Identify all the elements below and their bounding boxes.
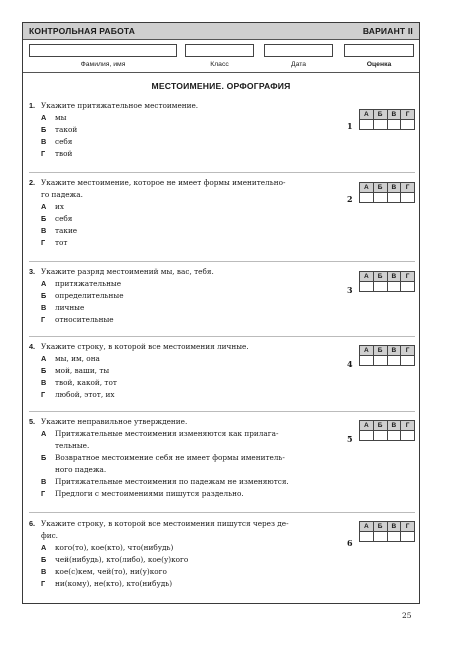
answer-cell[interactable] <box>360 356 374 366</box>
answer-cell[interactable] <box>360 193 374 203</box>
question-6-text <box>29 518 347 542</box>
option-letter: Г <box>41 579 46 588</box>
question-line: Укажите строку, в которой все местоимения личные. <box>41 342 249 351</box>
section-title: МЕСТОИМЕНИЕ. ОРФОГРАФИЯ <box>151 81 291 91</box>
option-letter: В <box>41 137 47 146</box>
answer-cell[interactable] <box>373 356 387 366</box>
question-divider <box>29 336 415 337</box>
answer-cell[interactable] <box>387 120 401 130</box>
answer-grid-3 <box>359 271 415 292</box>
answer-cell[interactable] <box>373 120 387 130</box>
answer-cell[interactable] <box>387 193 401 203</box>
question-line: фис. <box>41 531 58 540</box>
option-letter: Б <box>41 366 47 375</box>
option-letter: Б <box>41 125 47 134</box>
option-letter: А <box>41 543 47 552</box>
option-text: определительные <box>55 291 124 300</box>
answer-cell[interactable] <box>401 431 415 441</box>
header-bar <box>23 23 419 40</box>
option-letter: Г <box>41 489 46 498</box>
grid-header-b: Б <box>373 110 387 120</box>
question-2-text <box>29 177 347 201</box>
grid-header-v: В <box>387 346 401 356</box>
option-g <box>29 237 347 249</box>
question-4 <box>29 341 347 401</box>
option-text: личные <box>55 303 85 312</box>
question-divider <box>29 261 415 262</box>
answer-cell[interactable] <box>360 120 374 130</box>
question-number: 2. <box>29 178 36 187</box>
option-text: такой <box>55 125 78 134</box>
answer-cell[interactable] <box>387 431 401 441</box>
answer-cell[interactable] <box>373 282 387 292</box>
grid-header-g: Г <box>401 522 415 532</box>
page-number: 25 <box>402 611 412 620</box>
answer-cell[interactable] <box>360 282 374 292</box>
option-letter: Б <box>41 555 47 564</box>
grid-header-a: А <box>360 346 374 356</box>
name-field-label: Фамилия, имя <box>80 61 126 68</box>
option-text: Притяжательные местоимения по падежам не изменяются. <box>55 477 289 486</box>
option-v <box>29 377 347 389</box>
option-letter: В <box>41 378 47 387</box>
answer-cell[interactable] <box>373 193 387 203</box>
option-text: Возвратное местоимение себя не имеет формы именитель- <box>55 453 285 462</box>
grid-header-v: В <box>387 421 401 431</box>
question-line: го падежа. <box>41 190 83 199</box>
option-b <box>29 452 347 476</box>
grid-header-g: Г <box>401 421 415 431</box>
answer-cell[interactable] <box>387 282 401 292</box>
option-text: кое(с)кем, чей(то), ни(у)кого <box>55 567 167 576</box>
option-text: себя <box>55 137 73 146</box>
grid-header-a: А <box>360 183 374 193</box>
question-line: Укажите местоимение, которое не имеет формы именительно- <box>41 178 286 187</box>
variant-label: ВАРИАНТ II <box>362 26 413 36</box>
question-divider <box>29 512 415 513</box>
option-a <box>29 353 347 365</box>
answer-cell[interactable] <box>401 282 415 292</box>
answer-cell[interactable] <box>401 356 415 366</box>
option-text-continued: ного падежа. <box>55 465 107 474</box>
grid-header-g: Г <box>401 346 415 356</box>
answer-number-3: 3 <box>347 285 353 295</box>
question-5 <box>29 416 347 500</box>
question-5-text <box>29 416 347 428</box>
option-b <box>29 365 347 377</box>
grid-header-v: В <box>387 522 401 532</box>
grid-header-b: Б <box>373 522 387 532</box>
grid-header-g: Г <box>401 272 415 282</box>
option-text: такие <box>55 226 78 235</box>
grid-header-a: А <box>360 421 374 431</box>
question-line: Укажите притяжательное местоимение. <box>41 101 199 110</box>
test-sheet <box>22 22 420 604</box>
option-letter: Б <box>41 214 47 223</box>
option-text: себя <box>55 214 73 223</box>
answer-cell[interactable] <box>373 431 387 441</box>
option-letter: А <box>41 279 47 288</box>
option-text: чей(нибудь), кто(либо), кое(у)кого <box>55 555 189 564</box>
grid-header-g: Г <box>401 183 415 193</box>
class-field[interactable] <box>185 44 254 57</box>
option-v <box>29 476 347 488</box>
option-b <box>29 124 347 136</box>
option-a <box>29 278 347 290</box>
option-text: кого(то), кое(кто), что(нибудь) <box>55 543 174 552</box>
answer-number-6: 6 <box>347 538 353 548</box>
grid-header-b: Б <box>373 421 387 431</box>
option-v <box>29 225 347 237</box>
question-number: 6. <box>29 519 36 528</box>
answer-grid-6 <box>359 521 415 542</box>
option-text: тот <box>55 238 68 247</box>
option-letter: А <box>41 429 47 438</box>
grid-header-a: А <box>360 272 374 282</box>
option-v <box>29 302 347 314</box>
option-b <box>29 290 347 302</box>
question-number: 4. <box>29 342 36 351</box>
grid-header-b: Б <box>373 346 387 356</box>
answer-number-1: 1 <box>347 121 353 131</box>
grid-header-a: А <box>360 110 374 120</box>
option-a <box>29 201 347 213</box>
date-field[interactable] <box>264 44 333 57</box>
question-number: 5. <box>29 417 36 426</box>
question-divider <box>29 411 415 412</box>
grade-field-label: Оценка <box>366 61 392 68</box>
option-text-continued: тельные. <box>55 441 90 450</box>
option-g <box>29 148 347 160</box>
grade-field[interactable] <box>344 44 414 57</box>
answer-number-2: 2 <box>347 194 353 204</box>
answer-cell[interactable] <box>360 431 374 441</box>
grid-header-g: Г <box>401 110 415 120</box>
option-text: Предлоги с местоимениями пишутся раздельно. <box>55 489 244 498</box>
answer-number-5: 5 <box>347 434 353 444</box>
question-1 <box>29 100 347 160</box>
option-letter: Г <box>41 149 46 158</box>
option-b <box>29 554 347 566</box>
question-line: Укажите неправильное утверждение. <box>41 417 188 426</box>
answer-cell[interactable] <box>401 532 415 542</box>
option-letter: А <box>41 113 47 122</box>
option-text: относительные <box>55 315 114 324</box>
header-rule <box>23 72 419 73</box>
option-letter: В <box>41 226 47 235</box>
answer-cell[interactable] <box>387 532 401 542</box>
answer-cell[interactable] <box>387 356 401 366</box>
name-field[interactable] <box>29 44 177 57</box>
option-text: твой, какой, тот <box>55 378 117 387</box>
option-v <box>29 136 347 148</box>
question-3 <box>29 266 347 326</box>
work-title: КОНТРОЛЬНАЯ РАБОТА <box>29 26 136 36</box>
date-field-label: Дата <box>290 61 307 68</box>
answer-grid-1 <box>359 109 415 130</box>
option-letter: В <box>41 477 47 486</box>
option-a <box>29 542 347 554</box>
option-text: мой, ваши, ты <box>55 366 110 375</box>
option-letter: В <box>41 303 47 312</box>
option-g <box>29 389 347 401</box>
option-a <box>29 428 347 452</box>
grid-header-b: Б <box>373 183 387 193</box>
option-g <box>29 488 347 500</box>
grid-header-v: В <box>387 272 401 282</box>
question-4-text <box>29 341 347 353</box>
option-letter: В <box>41 567 47 576</box>
option-letter: Г <box>41 315 46 324</box>
question-number: 1. <box>29 101 36 110</box>
option-g <box>29 314 347 326</box>
answer-grid-2 <box>359 182 415 203</box>
option-letter: Б <box>41 453 47 462</box>
grid-header-v: В <box>387 110 401 120</box>
option-text: мы, им, она <box>55 354 100 363</box>
question-line: Укажите строку, в которой все местоимения пишутся через де- <box>41 519 289 528</box>
option-text: притяжательные <box>55 279 122 288</box>
option-letter: А <box>41 202 47 211</box>
answer-cell[interactable] <box>401 120 415 130</box>
question-3-text <box>29 266 347 278</box>
grid-header-b: Б <box>373 272 387 282</box>
option-letter: А <box>41 354 47 363</box>
option-text: их <box>55 202 64 211</box>
answer-number-4: 4 <box>347 359 353 369</box>
option-v <box>29 566 347 578</box>
class-field-label: Класс <box>210 61 229 68</box>
option-text: ни(кому), не(кто), кто(нибудь) <box>55 579 173 588</box>
question-divider <box>29 172 415 173</box>
option-g <box>29 578 347 590</box>
question-1-text <box>29 100 347 112</box>
grid-header-a: А <box>360 522 374 532</box>
option-letter: Г <box>41 390 46 399</box>
grid-header-v: В <box>387 183 401 193</box>
option-a <box>29 112 347 124</box>
question-2 <box>29 177 347 249</box>
answer-cell[interactable] <box>373 532 387 542</box>
answer-grid-5 <box>359 420 415 441</box>
option-letter: Г <box>41 238 46 247</box>
answer-cell[interactable] <box>401 193 415 203</box>
question-line: Укажите разряд местоимений мы, вас, тебя. <box>41 267 214 276</box>
option-text: любой, этот, их <box>55 390 115 399</box>
option-text: твой <box>55 149 73 158</box>
answer-cell[interactable] <box>360 532 374 542</box>
option-text: Притяжательные местоимения изменяются как прилага- <box>55 429 279 438</box>
answer-grid-4 <box>359 345 415 366</box>
option-letter: Б <box>41 291 47 300</box>
question-number: 3. <box>29 267 36 276</box>
option-text: мы <box>55 113 67 122</box>
question-6 <box>29 518 347 590</box>
option-b <box>29 213 347 225</box>
